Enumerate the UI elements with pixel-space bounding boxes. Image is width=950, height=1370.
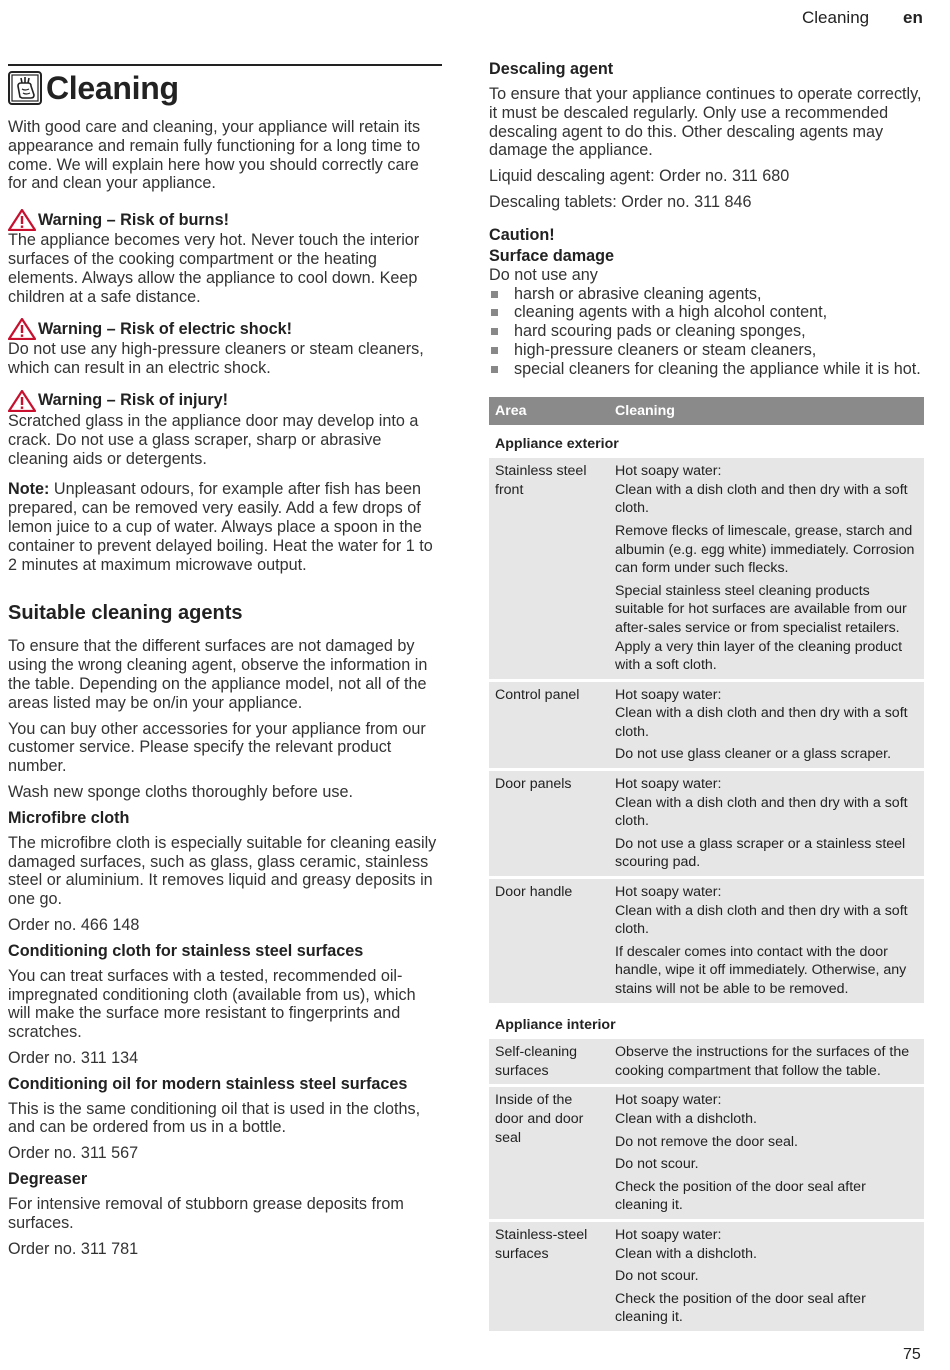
cleaning-instruction: Special stainless steel cleaning products suitable for hot surfaces are available from our after-sales service or from specialist retailers. Apply a very thin layer of the cleaning product with a soft cloth. [615, 582, 907, 674]
table-body [489, 425, 924, 1334]
descaling-text: To ensure that your appliance continues to operate correctly, it must be descaled regularly. Only use a recommended descaling agent to do this. Other descaling agents may damage the appliance. [489, 85, 922, 160]
table-cell-area: Inside of the door and door seal [489, 1087, 609, 1222]
header-section-title: Cleaning [802, 8, 870, 27]
table-group-label: Appliance exterior [489, 425, 924, 459]
table-group-row [489, 425, 924, 459]
product-name: Conditioning cloth for stainless steel surfaces [8, 941, 364, 960]
table-header-row [489, 397, 924, 425]
warning-triangle-icon [8, 390, 36, 412]
list-item: harsh or abrasive cleaning agents, [489, 285, 924, 304]
product-order: Order no. 466 148 [8, 915, 140, 934]
cleaning-instruction: Hot soapy water: Clean with a dishcloth. [615, 1092, 757, 1127]
list-item: high-pressure cleaners or steam cleaners, [489, 341, 924, 360]
table-cell-cleaning [609, 458, 924, 682]
header-language: en [903, 8, 923, 27]
note-label: Note: [8, 480, 50, 499]
product-conditioning-cloth [8, 942, 442, 1068]
note-text: Unpleasant odours, for example after fish has been prepared, can be removed very easily. Add a few drops of lemon juice to a cup of water. Always place a spoon in the container to prevent delayed boiling. Heat the water for 1 to 2 minutes at maximum microwave output. [8, 480, 433, 574]
warning-electric-shock-title: Warning – Risk of electric shock! [38, 319, 292, 338]
table-cell-area: Self-cleaning surfaces [489, 1039, 609, 1087]
product-text: You can treat surfaces with a tested, recommended oil-impregnated conditioning cloth (available from us), which will make the surface more resistant to fingerprints and scratches. [8, 966, 416, 1042]
product-order: Order no. 311 134 [8, 1048, 139, 1067]
cleaning-instruction: Observe the instructions for the surfaces of the cooking compartment that follow the table. [615, 1044, 910, 1079]
table-row [489, 771, 924, 879]
cleaning-instruction: Do not remove the door seal. [615, 1133, 798, 1150]
table-cell-area: Stainless-steel surfaces [489, 1222, 609, 1334]
table-cell-cleaning [609, 682, 924, 771]
page-number: 75 [903, 1346, 921, 1363]
product-name: Degreaser [8, 1170, 88, 1189]
table-cell-cleaning [609, 771, 924, 879]
column-header-area: Area [489, 397, 609, 425]
descaling-heading: Descaling agent [489, 60, 614, 78]
agents-heading: Suitable cleaning agents [8, 602, 243, 625]
product-text: This is the same conditioning oil that is used in the cloths, and can be ordered from us in a bottle. [8, 1099, 421, 1137]
product-conditioning-oil [8, 1075, 442, 1163]
table-row [489, 1222, 924, 1334]
cleaning-instruction: Do not use a glass scraper or a stainless steel scouring pad. [615, 835, 906, 871]
table-cell-area: Stainless steel front [489, 458, 609, 682]
table-cell-cleaning [609, 1222, 924, 1334]
warning-burns-text: The appliance becomes very hot. Never touch the interior surfaces of the cooking compartment or the heating elements. Always allow the appliance to cool down. Keep children at a safe distance. [8, 231, 420, 306]
table-row [489, 1087, 924, 1222]
list-item: cleaning agents with a high alcohol content, [489, 303, 924, 322]
warning-burns-title: Warning – Risk of burns! [38, 210, 229, 229]
table-cell-area: Control panel [489, 682, 609, 771]
cleaning-instruction: Hot soapy water: Clean with a dishcloth. [615, 1226, 757, 1262]
product-name: Microfibre cloth [8, 808, 130, 827]
product-name: Conditioning oil for modern stainless steel surfaces [8, 1074, 408, 1093]
cleaning-instruction: Do not use glass cleaner or a glass scraper. [615, 746, 892, 763]
list-item: special cleaners for cleaning the appliance while it is hot. [489, 360, 924, 379]
table-cell-area: Door panels [489, 771, 609, 879]
cleaning-table [489, 397, 924, 1334]
cleaning-instruction: Do not scour. [615, 1268, 699, 1285]
warning-electric-shock-text: Do not use any high-pressure cleaners or steam cleaners, which can result in an electric shock. [8, 340, 424, 378]
cleaning-instruction: Check the position of the door seal after cleaning it. [615, 1290, 866, 1326]
table-cell-cleaning [609, 1087, 924, 1222]
list-item: hard scouring pads or cleaning sponges, [489, 322, 924, 341]
cleaning-instruction: If descaler comes into contact with the door handle, wipe it off immediately. Otherwise, any stains will not be able to be removed. [615, 943, 907, 997]
table-cell-cleaning [609, 879, 924, 1006]
table-row [489, 458, 924, 682]
product-text: The microfibre cloth is especially suitable for cleaning easily damaged surfaces, such as glass, glass ceramic, stainless steel or aluminium. It removes liquid and greasy deposits in one go. [8, 833, 437, 909]
table-row [489, 879, 924, 1006]
right-column [489, 60, 924, 1334]
table-row [489, 1039, 924, 1087]
table-cell-area: Door handle [489, 879, 609, 1006]
table-row [489, 682, 924, 771]
warning-injury [8, 390, 442, 468]
warning-injury-title: Warning – Risk of injury! [38, 391, 229, 410]
agents-paragraph-1: To ensure that the different surfaces are not damaged by using the wrong cleaning agent, observe the information in the table. Depending on the appliance model, not all of the areas listed may be on/in your appliance. [8, 637, 428, 712]
caution-list [489, 285, 924, 379]
table-group-row [489, 1006, 924, 1040]
caution-title: Surface damage [489, 246, 615, 265]
cleaning-instruction: Hot soapy water: Clean with a dish cloth and then dry with a soft cloth. [615, 463, 908, 517]
title-row [8, 64, 442, 108]
cleaning-icon [8, 71, 42, 105]
cleaning-instruction: Hot soapy water: Clean with a dish cloth and then dry with a soft cloth. [615, 776, 908, 830]
warning-injury-text: Scratched glass in the appliance door may develop into a crack. Do not use a glass scraper, sharp or abrasive cleaning aids or detergents. [8, 411, 419, 468]
cleaning-instruction: Hot soapy water: Clean with a dish cloth and then dry with a soft cloth. [615, 686, 908, 740]
column-header-cleaning: Cleaning [609, 397, 924, 425]
product-order: Order no. 311 567 [8, 1144, 139, 1163]
product-microfibre [8, 809, 442, 935]
cleaning-instruction: Hot soapy water: Clean with a dish cloth and then dry with a soft cloth. [615, 884, 908, 938]
warning-electric-shock [8, 318, 442, 378]
warning-burns [8, 209, 442, 306]
descaling-liquid-order: Liquid descaling agent: Order no. 311 680 [489, 167, 790, 186]
left-column [8, 64, 442, 1265]
caution-label: Caution! [489, 225, 555, 244]
product-text: For intensive removal of stubborn grease deposits from surfaces. [8, 1195, 404, 1232]
product-degreaser [8, 1170, 442, 1258]
cleaning-instruction: Remove flecks of limescale, grease, starch and albumin (e.g. egg white) immediately. Corrosion can form under such flecks. [615, 522, 915, 577]
product-order: Order no. 311 781 [8, 1239, 139, 1258]
table-group-label: Appliance interior [489, 1006, 924, 1040]
agents-paragraph-3: Wash new sponge cloths thoroughly before use. [8, 782, 353, 801]
warning-triangle-icon [8, 318, 36, 340]
intro-text: With good care and cleaning, your appliance will retain its appearance and remain fully functioning for a long time to come. We will explain here how you should correctly care for and clean your appliance. [8, 118, 421, 193]
warning-triangle-icon [8, 209, 36, 231]
cleaning-instruction: Check the position of the door seal after cleaning it. [615, 1178, 866, 1214]
agents-paragraph-2: You can buy other accessories for your appliance from our customer service. Please specify the relevant product number. [8, 719, 426, 776]
table-cell-cleaning [609, 1039, 924, 1087]
cleaning-instruction: Do not scour. [615, 1156, 699, 1173]
descaling-tablets-order: Descaling tablets: Order no. 311 846 [489, 192, 752, 211]
caution-intro: Do not use any [489, 265, 598, 284]
page-title: Cleaning [46, 69, 179, 106]
note-paragraph [8, 480, 442, 574]
